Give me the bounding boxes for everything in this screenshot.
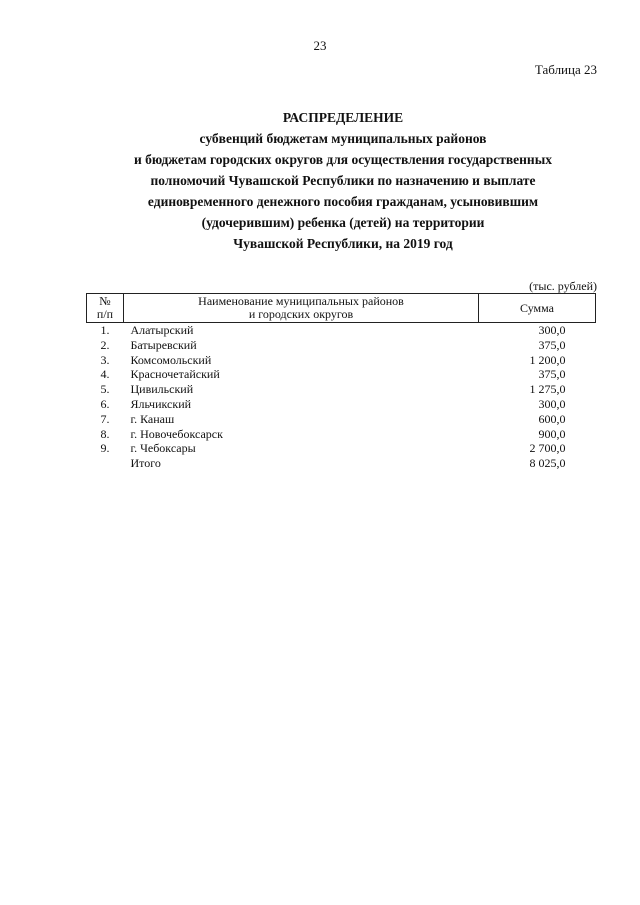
header-number-line: п/п bbox=[96, 307, 114, 321]
row-number: 7. bbox=[100, 411, 110, 426]
row-number: 3. bbox=[100, 352, 110, 367]
row-sum: 375,0 bbox=[538, 337, 566, 352]
table-row bbox=[87, 412, 596, 427]
page-number: 23 bbox=[313, 38, 327, 53]
row-name: Цивильский bbox=[130, 382, 194, 397]
row-sum: 300,0 bbox=[538, 323, 566, 337]
total-label: Итого bbox=[130, 456, 161, 471]
document-heading bbox=[70, 107, 616, 254]
table-row bbox=[87, 323, 596, 338]
heading-line: полномочий Чувашской Республики по назначению и выплате bbox=[150, 173, 536, 188]
row-number: 1. bbox=[100, 323, 110, 337]
table-row bbox=[87, 441, 596, 456]
table-row bbox=[87, 367, 596, 382]
table-label: Таблица 23 bbox=[534, 62, 597, 77]
heading-line: (удочерившим) ребенка (детей) на территории bbox=[201, 215, 485, 230]
table-row bbox=[87, 427, 596, 442]
total-sum: 8 025,0 bbox=[529, 456, 566, 471]
row-name: г. Чебоксары bbox=[130, 441, 196, 456]
row-sum: 600,0 bbox=[538, 411, 566, 426]
row-name: г. Новочебоксарск bbox=[130, 426, 223, 441]
heading-line: субвенций бюджетам муниципальных районов bbox=[199, 131, 487, 146]
total-row bbox=[87, 456, 596, 471]
subvention-table bbox=[86, 293, 596, 471]
row-name: Красночетайский bbox=[130, 367, 220, 382]
row-sum: 2 700,0 bbox=[529, 441, 566, 456]
header-name bbox=[124, 294, 479, 323]
heading-line: и бюджетам городских округов для осуществления государственных bbox=[134, 152, 552, 167]
row-number: 2. bbox=[100, 337, 110, 352]
row-name: Алатырский bbox=[130, 323, 194, 337]
row-number: 9. bbox=[100, 441, 110, 456]
row-sum: 1 275,0 bbox=[529, 382, 566, 397]
row-name: Батыревский bbox=[130, 337, 197, 352]
row-number: 6. bbox=[100, 396, 110, 411]
row-number: 4. bbox=[100, 367, 110, 382]
row-sum: 300,0 bbox=[538, 396, 566, 411]
header-sum: Сумма bbox=[479, 294, 596, 323]
row-name: Комсомольский bbox=[130, 352, 212, 367]
total-number-cell bbox=[87, 456, 124, 471]
header-name-line: Наименование муниципальных районов bbox=[198, 294, 404, 308]
row-sum: 375,0 bbox=[538, 367, 566, 382]
units-note: (тыс. рублей) bbox=[529, 279, 597, 293]
row-sum: 900,0 bbox=[538, 426, 566, 441]
heading-line: Чувашской Республики, на 2019 год bbox=[233, 236, 453, 251]
table-header-row bbox=[87, 294, 596, 323]
row-sum: 1 200,0 bbox=[529, 352, 566, 367]
heading-line: РАСПРЕДЕЛЕНИЕ bbox=[282, 110, 404, 125]
row-number: 5. bbox=[100, 382, 110, 397]
row-name: Яльчикский bbox=[130, 396, 192, 411]
row-name: г. Канаш bbox=[130, 411, 175, 426]
row-number: 8. bbox=[100, 426, 110, 441]
header-name-line: и городских округов bbox=[248, 307, 354, 321]
table-row bbox=[87, 382, 596, 397]
table-row bbox=[87, 353, 596, 368]
table-row bbox=[87, 397, 596, 412]
header-number bbox=[87, 294, 124, 323]
heading-line: единовременного денежного пособия гражданам, усыновившим bbox=[147, 194, 539, 209]
header-number-line: № bbox=[99, 294, 111, 308]
table-row bbox=[87, 338, 596, 353]
